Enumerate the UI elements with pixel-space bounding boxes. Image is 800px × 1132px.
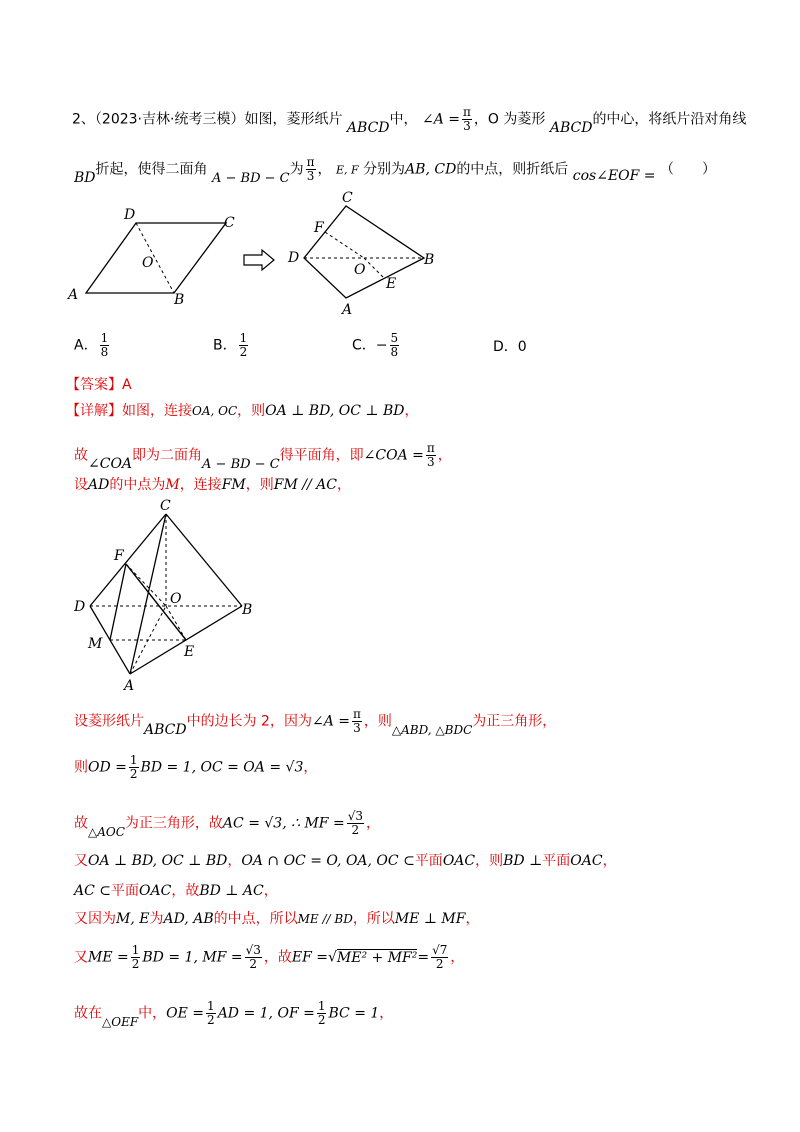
option-b: B． $\frac{1}{2}$ — [213, 331, 248, 359]
rhombus-outline — [86, 223, 226, 293]
detail-line-2: 故∠COA即为二面角A − BD − C得平面角，即∠COA = $\frac{\pi}{3}$ ， — [74, 441, 452, 472]
segment-fo — [325, 232, 364, 258]
edge-ca — [130, 514, 166, 674]
solution-line-2: 则OD = $\frac{1}{2}$ BD = 1, OC = OA = √3， — [74, 753, 318, 781]
option-c: C．− $\frac{5}{8}$ — [352, 331, 399, 359]
detail-line-3: 设AD的中点为M，连接FM，则FM // AC， — [74, 477, 351, 493]
label-e: E — [184, 644, 195, 660]
label-e: E — [386, 276, 397, 292]
solution-line-6: 又因为M, E为AD, AB的中点，所以ME // BD，所以ME ⊥ MF， — [74, 911, 480, 927]
label-a: A — [68, 287, 79, 303]
question-line-2: BD折起，使得二面角 A − BD − C为 $\frac{\pi}{3}$ ， E, F 分别为AB, CD的中点，则折纸后 cos∠EOF = （ ） — [74, 155, 716, 186]
label-m: M — [88, 636, 103, 652]
question-line-1: 2、（2023·吉林·统考三模）如图，菱形纸片 ABCD中， ∠A = $\frac{\pi}{3}$ ，O 为菱形 ABCD的中心，将纸片沿对角线 — [72, 105, 747, 136]
solution-line-8: 故在△OEF中，OE = $\frac{1}{2}$ AD = 1, OF = $\frac{1}{2}$ BC = 1， — [74, 999, 394, 1029]
label-o: O — [170, 591, 182, 607]
answer-line: 【答案】A — [66, 377, 132, 393]
segment-oe — [166, 606, 186, 640]
figure-folded — [280, 188, 450, 318]
label-b: B — [174, 292, 185, 308]
label-f: F — [114, 548, 124, 564]
solution-line-1: 设菱形纸片ABCD中的边长为 2，因为∠A = $\frac{\pi}{3}$ ，则△ABD, △BDC为正三角形， — [74, 707, 557, 738]
option-d: D．0 — [493, 339, 527, 355]
label-c: C — [342, 190, 353, 206]
label-a: A — [124, 678, 135, 694]
label-b: B — [424, 252, 435, 268]
arrow-icon — [242, 248, 276, 272]
label-c: C — [160, 498, 171, 514]
solution-line-5: AC ⊂平面OAC，故BD ⊥ AC， — [74, 883, 278, 899]
segment-oe — [364, 258, 384, 278]
label-b: B — [242, 602, 253, 618]
solution-line-4: 又OA ⊥ BD, OC ⊥ BD，OA ∩ OC = O, OA, OC ⊂平面OAC，则BD ⊥平面OAC， — [74, 853, 617, 869]
label-a: A — [342, 302, 353, 318]
label-f: F — [314, 220, 324, 236]
label-o: O — [142, 255, 154, 271]
label-o: O — [354, 262, 366, 278]
option-a: A． $\frac{1}{8}$ — [74, 331, 109, 359]
label-d: D — [74, 599, 86, 615]
segment-fm — [110, 564, 126, 640]
figure-tetrahedron — [74, 498, 274, 694]
label-c: C — [224, 215, 235, 231]
segment-fo — [126, 564, 166, 606]
solution-line-7: 又ME = $\frac{1}{2}$ BD = 1, MF = $\frac{√3}{2}$ ，故EF =√ME² + MF²= $\frac{√7}{2}$ ， — [74, 943, 465, 971]
label-d: D — [124, 207, 136, 223]
solution-line-3: 故△AOC为正三角形，故AC = √3, ∴ MF = $\frac{√3}{2}$ ， — [74, 809, 380, 839]
label-d: D — [288, 250, 300, 266]
figure-rhombus — [60, 205, 260, 315]
edge-cd — [90, 514, 166, 606]
detail-line-1: 【详解】如图，连接OA, OC，则OA ⊥ BD, OC ⊥ BD， — [66, 403, 419, 419]
